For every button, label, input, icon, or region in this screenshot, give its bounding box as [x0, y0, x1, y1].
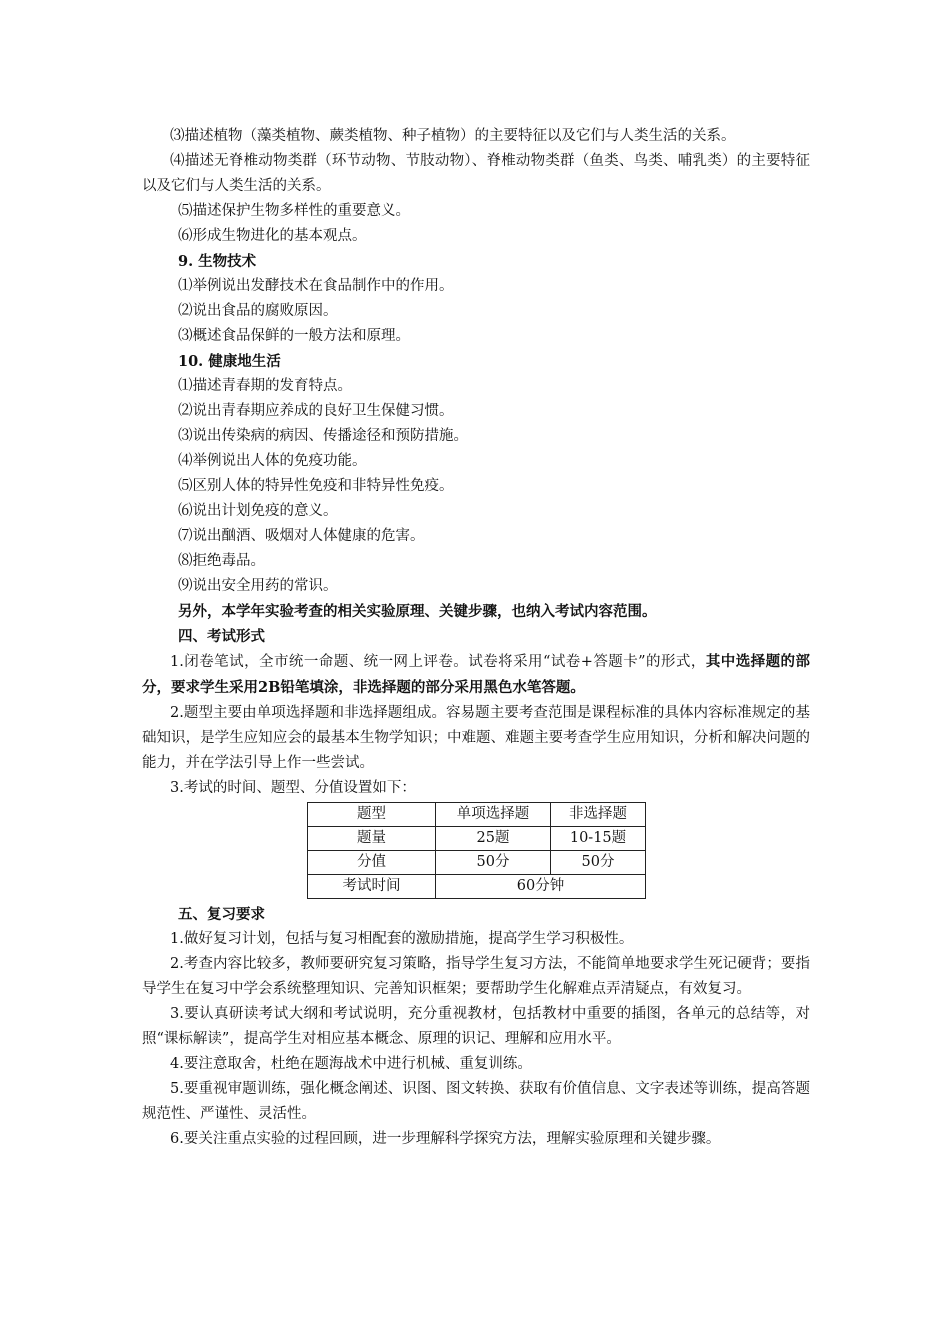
table-cell: 10-15题 [551, 827, 646, 851]
sec10-item: ⑼说出安全用药的常识。 [178, 578, 338, 594]
review-item: 4.要注意取舍，杜绝在题海战术中进行机械、重复训练。 [170, 1056, 532, 1072]
exam-form-para-1-text: 1.闭卷笔试，全市统一命题、统一网上评卷。试卷将采用“试卷+答题卡”的形式， [170, 654, 706, 670]
table-row [308, 851, 646, 875]
document-page [142, 124, 810, 1152]
review-item: 5.要重视审题训练，强化概念阐述、识图、图文转换、获取有价值信息、文字表述等训练，提高答题规范性、严谨性、灵活性。 [142, 1081, 810, 1122]
exam-form-heading: 四、考试形式 [178, 628, 265, 645]
table-cell: 分值 [308, 851, 436, 875]
table-cell: 25题 [436, 827, 551, 851]
exam-form-para-1 [142, 649, 810, 701]
exam-form-para-3: 3.考试的时间、题型、分值设置如下： [170, 780, 416, 796]
sec10-item: ⑺说出酗酒、吸烟对人体健康的危害。 [178, 528, 425, 544]
sec9-item: ⑶概述食品保鲜的一般方法和原理。 [178, 328, 410, 344]
sec9-item: ⑴举例说出发酵技术在食品制作中的作用。 [178, 278, 454, 294]
table-row [308, 827, 646, 851]
table-cell: 非选择题 [551, 803, 646, 827]
sec10-item: ⑷举例说出人体的免疫功能。 [178, 453, 367, 469]
table-row [308, 803, 646, 827]
exam-form-para-2: 2.题型主要由单项选择题和非选择题组成。容易题主要考查范围是课程标准的具体内容标准规定的基础知识，是学生应知应会的最基本生物学知识；中难题、难题主要考查学生应用知识，分析和解决问题的能力，并在学法引导上作一些尝试。 [142, 705, 810, 771]
sec10-item: ⑸区别人体的特异性免疫和非特异性免疫。 [178, 478, 454, 494]
review-item: 1.做好复习计划，包括与复习相配套的激励措施，提高学生学习积极性。 [170, 931, 634, 947]
table-cell: 考试时间 [308, 875, 436, 899]
sec10-item: ⑻拒绝毒品。 [178, 553, 265, 569]
sec10-item: ⑴描述青春期的发育特点。 [178, 378, 352, 394]
sec10-item: ⑶说出传染病的病因、传播途径和预防措施。 [178, 428, 468, 444]
sec9-heading: 9. 生物技术 [178, 253, 257, 270]
review-heading: 五、复习要求 [178, 906, 265, 923]
experiment-note: 另外，本学年实验考查的相关实验原理、关键步骤，也纳入考试内容范围。 [178, 603, 657, 620]
sec8-item-5: ⑸描述保护生物多样性的重要意义。 [178, 203, 410, 219]
sec8-item-4: ⑷描述无脊椎动物类群（环节动物、节肢动物）、脊椎动物类群（鱼类、鸟类、哺乳类）的主要特征以及它们与人类生活的关系。 [142, 153, 810, 194]
review-item: 6.要关注重点实验的过程回顾，进一步理解科学探究方法，理解实验原理和关键步骤。 [170, 1131, 721, 1147]
review-item: 3.要认真研读考试大纲和考试说明，充分重视教材，包括教材中重要的插图，各单元的总结等，对照“课标解读”，提高学生对相应基本概念、原理的识记、理解和应用水平。 [142, 1006, 810, 1047]
table-row [308, 875, 646, 899]
sec10-item: ⑵说出青春期应养成的良好卫生保健习惯。 [178, 403, 454, 419]
sec8-item-3: ⑶描述植物（藻类植物、蕨类植物、种子植物）的主要特征以及它们与人类生活的关系。 [170, 128, 736, 144]
table-cell: 题型 [308, 803, 436, 827]
table-cell: 50分 [551, 851, 646, 875]
review-item: 2.考查内容比较多，教师要研究复习策略，指导学生复习方法，不能简单地要求学生死记硬背；要指导学生在复习中学会系统整理知识、完善知识框架；要帮助学生化解难点弄清疑点，有效复习。 [142, 956, 810, 997]
table-cell: 60分钟 [436, 875, 646, 899]
sec10-item: ⑹说出计划免疫的意义。 [178, 503, 338, 519]
sec8-item-6: ⑹形成生物进化的基本观点。 [178, 228, 367, 244]
table-cell: 题量 [308, 827, 436, 851]
sec9-item: ⑵说出食品的腐败原因。 [178, 303, 338, 319]
table-cell: 50分 [436, 851, 551, 875]
exam-settings-table [307, 802, 646, 899]
exam-form-para-1-bold: 其中选择题的部分，要求学生采用2B铅笔填涂，非选择题的部分采用黑色水笔答题。 [142, 653, 811, 696]
table-cell: 单项选择题 [436, 803, 551, 827]
sec10-heading: 10. 健康地生活 [178, 353, 281, 370]
